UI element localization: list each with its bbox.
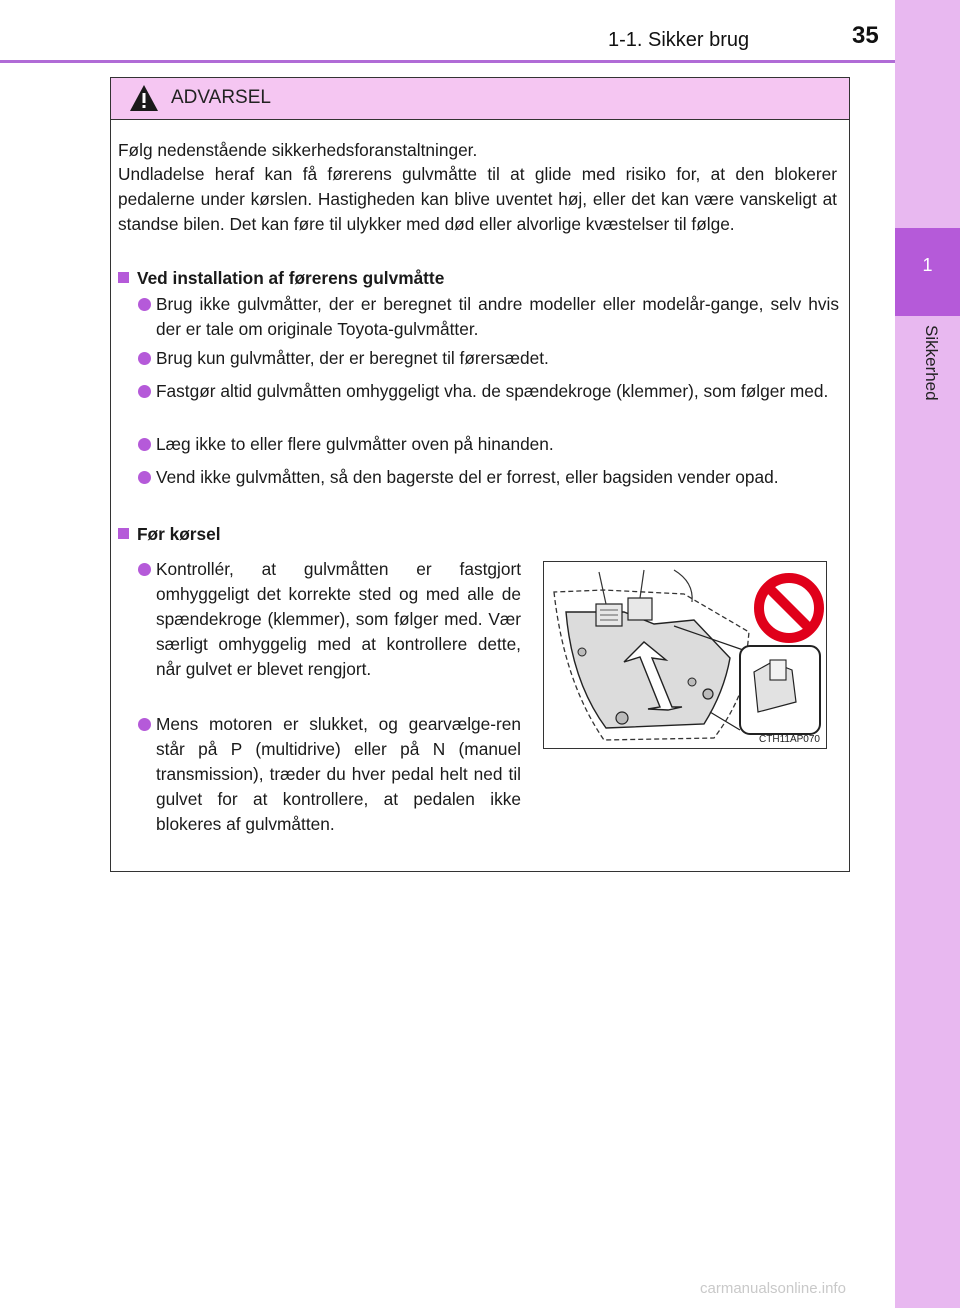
- chapter-number: 1: [922, 255, 933, 275]
- section-heading-before-driving: Før kørsel: [118, 522, 221, 547]
- intro-paragraph: Undladelse heraf kan få førerens gulvmåtte til at glide med risiko for, at den blokerer pedalerne under kørslen. Hastigheden kan blive uventet høj, eller det kan være vanskeligt at standse bilen. Det kan føre til ulykker med død eller alvorlige kvæstelser til følge.: [118, 164, 837, 234]
- intro-line: Følg nedenstående sikkerhedsforanstaltninger.: [118, 140, 478, 160]
- bullet-icon: [138, 385, 151, 398]
- list-item: Brug ikke gulvmåtter, der er beregnet til andre modeller eller modelår-gange, selv hvis der er tale om originale Toyota-gulvmåtter.: [156, 294, 839, 339]
- bullet-icon: [138, 563, 151, 576]
- bullet-icon: [138, 438, 151, 451]
- bullet-icon: [138, 718, 151, 731]
- floor-mat-diagram: [544, 562, 826, 748]
- section-title: 1-1. Sikker brug: [608, 29, 750, 51]
- floor-mat-illustration: [543, 561, 827, 749]
- bullet-icon: [138, 471, 151, 484]
- side-tab: [895, 0, 960, 1308]
- section-heading-installation: Ved installation af førerens gulvmåtte: [118, 266, 444, 291]
- illustration-code: CTH11AP070: [759, 734, 820, 745]
- list-item: Mens motoren er slukket, og gearvælge-ren står på P (multidrive) eller på N (manuel transmission), træder du hver pedal helt ned til gulvet for at kontrollere, at pedalen ikke blokeres af gulvmåtten.: [156, 714, 521, 834]
- page-number: 35: [852, 22, 879, 49]
- bullet-icon: [138, 298, 151, 311]
- footer-watermark: carmanualsonline.info: [700, 1280, 846, 1297]
- list-item: Brug kun gulvmåtter, der er beregnet til førersædet.: [156, 348, 549, 368]
- list-item: Læg ikke to eller flere gulvmåtter oven på hinanden.: [156, 434, 554, 454]
- warning-title: ADVARSEL: [171, 87, 271, 108]
- bullet-icon: [138, 352, 151, 365]
- square-bullet-icon: [118, 272, 129, 283]
- warning-icon: [129, 84, 159, 112]
- header-rule: [0, 60, 895, 63]
- square-bullet-icon: [118, 528, 129, 539]
- list-item: Fastgør altid gulvmåtten omhyggeligt vha. de spændekroge (klemmer), som følger med.: [156, 381, 829, 401]
- warning-header: [111, 78, 849, 120]
- list-item: Vend ikke gulvmåtten, så den bagerste del er forrest, eller bagsiden vender opad.: [156, 467, 779, 487]
- list-item: Kontrollér, at gulvmåtten er fastgjort omhyggeligt det korrekte sted og med alle de spændekroge (klemmer), som følger med. Vær særligt omhyggelig med at kontrollere dette, når gulvet er blevet rengjort.: [156, 559, 521, 679]
- chapter-name: Sikkerhed: [922, 325, 941, 401]
